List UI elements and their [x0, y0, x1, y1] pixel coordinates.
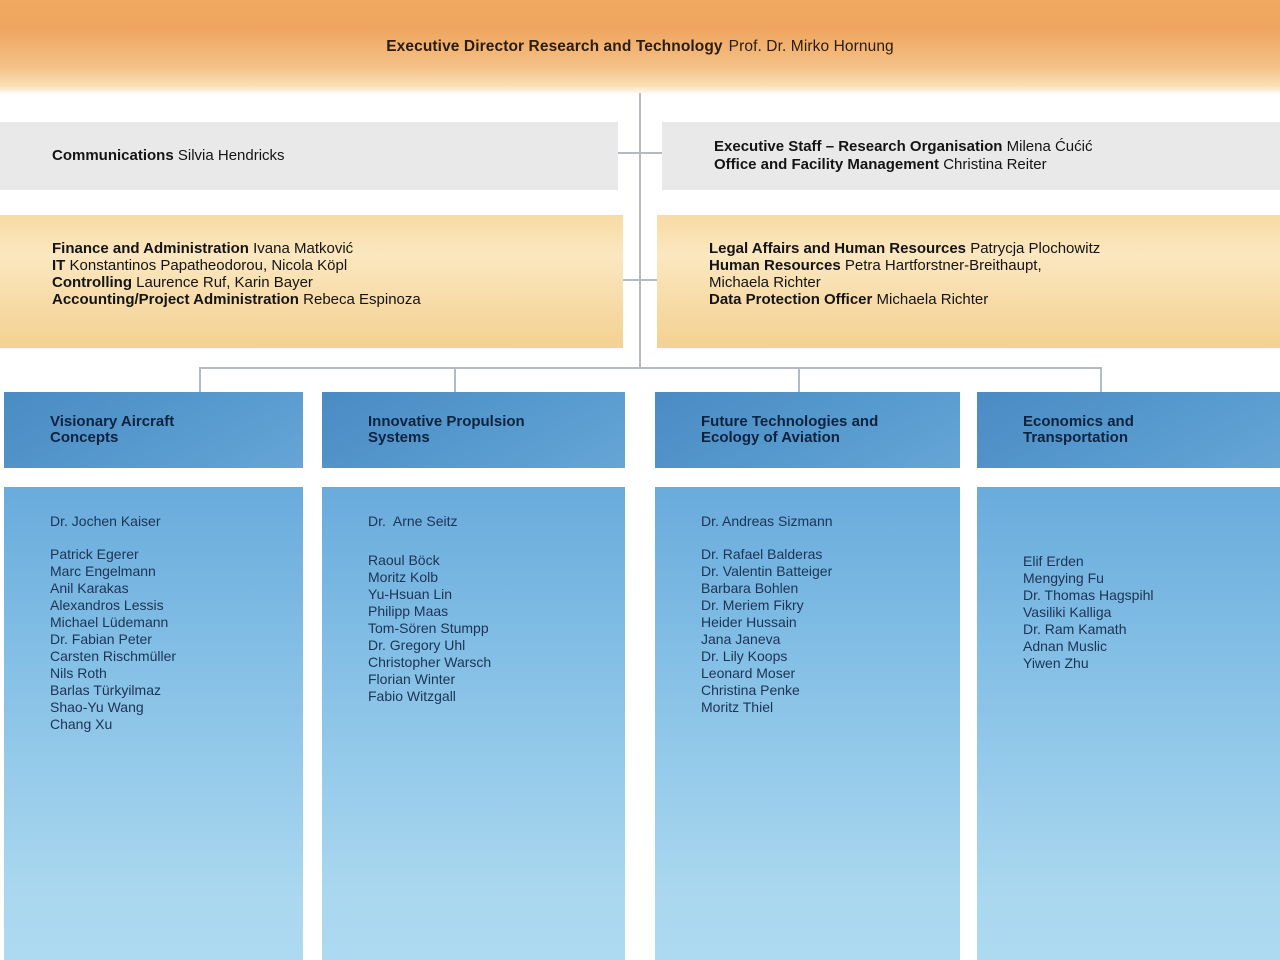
- member-name: Barlas Türkyilmaz: [50, 682, 161, 698]
- member-name: Philipp Maas: [368, 603, 449, 619]
- staff-line: [52, 257, 609, 274]
- member-name: Jana Janeva: [701, 631, 781, 647]
- staff-line-role: Finance and Administration: [52, 240, 254, 257]
- staff-line: [52, 240, 609, 257]
- communications-box: [0, 122, 618, 190]
- staff-line-role: Accounting/Project Administration: [52, 291, 304, 308]
- dept-header-future-technologies-ecology: [655, 392, 960, 468]
- member-name: Dr. Valentin Batteiger: [701, 563, 833, 579]
- dept-member-list: [1023, 553, 1270, 672]
- dept-header-economics-transportation: [977, 392, 1280, 468]
- member-name: Vasiliki Kalliga: [1023, 604, 1112, 620]
- member-name: Barbara Bohlen: [701, 580, 799, 596]
- staff-line-person: Christina Reiter: [943, 156, 1047, 173]
- staff-line-person: Laurence Ruf, Karin Bayer: [136, 274, 313, 291]
- member-name: Yu-Hsuan Lin: [368, 586, 453, 602]
- staff-line-role: IT: [52, 257, 70, 274]
- staff-line-person: Michaela Richter: [709, 274, 821, 291]
- member-name: Elif Erden: [1023, 553, 1084, 569]
- staff-line: [714, 156, 1266, 174]
- staff-line-person: Patrycja Plochowitz: [970, 240, 1101, 257]
- dept-title-line: Concepts: [50, 429, 119, 446]
- member-name: Florian Winter: [368, 671, 456, 687]
- staff-line: [52, 147, 604, 165]
- member-name: Yiwen Zhu: [1023, 655, 1089, 671]
- staff-line: [709, 291, 1266, 308]
- member-name: Moritz Kolb: [368, 569, 439, 585]
- member-name: Nils Roth: [50, 665, 107, 681]
- member-name: Dr. Fabian Peter: [50, 631, 152, 647]
- dept-title-line: Future Technologies and: [701, 412, 879, 430]
- dept-header-innovative-propulsion-systems: [322, 392, 625, 468]
- dept-body-economics-transportation: [977, 487, 1280, 960]
- staff-line-role: Human Resources: [709, 257, 845, 274]
- dept-head-name: Dr. Jochen Kaiser: [50, 513, 161, 529]
- dept-title-line: Visionary Aircraft: [50, 412, 175, 430]
- member-name: Heider Hussain: [701, 614, 797, 630]
- connector-dept3-stub: [798, 367, 800, 393]
- staff-line-role: Communications: [52, 147, 178, 164]
- dept-head-name: Dr. Arne Seitz: [368, 513, 458, 529]
- connector-bottom-horizontal: [199, 367, 1102, 369]
- staff-line-person: Petra Hartforstner-Breithaupt,: [844, 257, 1042, 274]
- dept-header-visionary-aircraft-concepts: [4, 392, 303, 468]
- staff-line-person: Milena Ćućić: [1006, 138, 1093, 155]
- member-name: Chang Xu: [50, 716, 113, 732]
- connector-dept4-stub: [1100, 367, 1102, 393]
- dept-title-line: Innovative Propulsion: [368, 412, 525, 430]
- executive-director-role: Executive Director Research and Technology: [386, 37, 723, 55]
- dept-body-innovative-propulsion-systems: [322, 487, 625, 960]
- staff-line: [52, 291, 609, 308]
- member-name: Patrick Egerer: [50, 546, 139, 562]
- member-name: Carsten Rischmüller: [50, 648, 177, 664]
- member-name: Adnan Muslic: [1023, 638, 1108, 654]
- connector-main-vertical: [639, 93, 641, 369]
- member-name: Tom-Sören Stumpp: [368, 620, 489, 636]
- member-name: Raoul Böck: [368, 552, 440, 568]
- staff-line-role: Legal Affairs and Human Resources: [709, 240, 971, 257]
- staff-line: [709, 274, 1266, 291]
- dept-title-line: Systems: [368, 429, 430, 446]
- member-name: Dr. Meriem Fikry: [701, 597, 804, 613]
- member-name: Fabio Witzgall: [368, 688, 456, 704]
- legal-hr-box: [657, 215, 1280, 348]
- dept-member-list: [701, 546, 950, 716]
- staff-line: [714, 138, 1266, 156]
- dept-title-line: Ecology of Aviation: [701, 429, 840, 446]
- member-name: Moritz Thiel: [701, 699, 774, 715]
- staff-line: [709, 240, 1266, 257]
- executive-director-banner: [0, 0, 1280, 93]
- staff-line-role: Controlling: [52, 274, 137, 291]
- member-name: Alexandros Lessis: [50, 597, 164, 613]
- member-name: Dr. Rafael Balderas: [701, 546, 823, 562]
- staff-line-role: Data Protection Officer: [709, 291, 877, 308]
- dept-member-list: [368, 552, 615, 705]
- member-name: Dr. Ram Kamath: [1023, 621, 1127, 637]
- member-name: Dr. Lily Koops: [701, 648, 788, 664]
- dept-body-future-technologies-ecology: [655, 487, 960, 960]
- staff-line-person: Michaela Richter: [876, 291, 989, 308]
- dept-title-line: Economics and: [1023, 412, 1134, 430]
- member-name: Mengying Fu: [1023, 570, 1104, 586]
- executive-director-person: Prof. Dr. Mirko Hornung: [728, 37, 894, 55]
- connector-yellow-stub: [623, 279, 657, 281]
- member-name: Christina Penke: [701, 682, 800, 698]
- executive-staff-box: [662, 122, 1280, 190]
- staff-line-person: Rebeca Espinoza: [303, 291, 421, 308]
- member-name: Christopher Warsch: [368, 654, 492, 670]
- member-name: Michael Lüdemann: [50, 614, 169, 630]
- dept-head-name: Dr. Andreas Sizmann: [701, 513, 833, 529]
- member-name: Dr. Thomas Hagspihl: [1023, 587, 1154, 603]
- staff-line: [52, 274, 609, 291]
- member-name: Shao-Yu Wang: [50, 699, 144, 715]
- staff-line-person: Konstantinos Papatheodorou, Nicola Köpl: [69, 257, 348, 274]
- finance-administration-box: [0, 215, 623, 348]
- staff-line-person: Silvia Hendricks: [177, 147, 285, 164]
- staff-line-role: Office and Facility Management: [714, 156, 944, 173]
- connector-dept2-stub: [454, 367, 456, 393]
- member-name: Marc Engelmann: [50, 563, 156, 579]
- dept-title-line: Transportation: [1023, 429, 1129, 446]
- member-name: Leonard Moser: [701, 665, 796, 681]
- dept-member-list: [50, 546, 293, 733]
- member-name: Anil Karakas: [50, 580, 129, 596]
- staff-line-person: Ivana Matković: [253, 240, 354, 257]
- staff-line-role: Executive Staff – Research Organisation: [714, 138, 1007, 155]
- connector-dept1-stub: [199, 367, 201, 393]
- dept-body-visionary-aircraft-concepts: [4, 487, 303, 960]
- staff-line: [709, 257, 1266, 274]
- member-name: Dr. Gregory Uhl: [368, 637, 466, 653]
- connector-gray-stub: [618, 152, 662, 154]
